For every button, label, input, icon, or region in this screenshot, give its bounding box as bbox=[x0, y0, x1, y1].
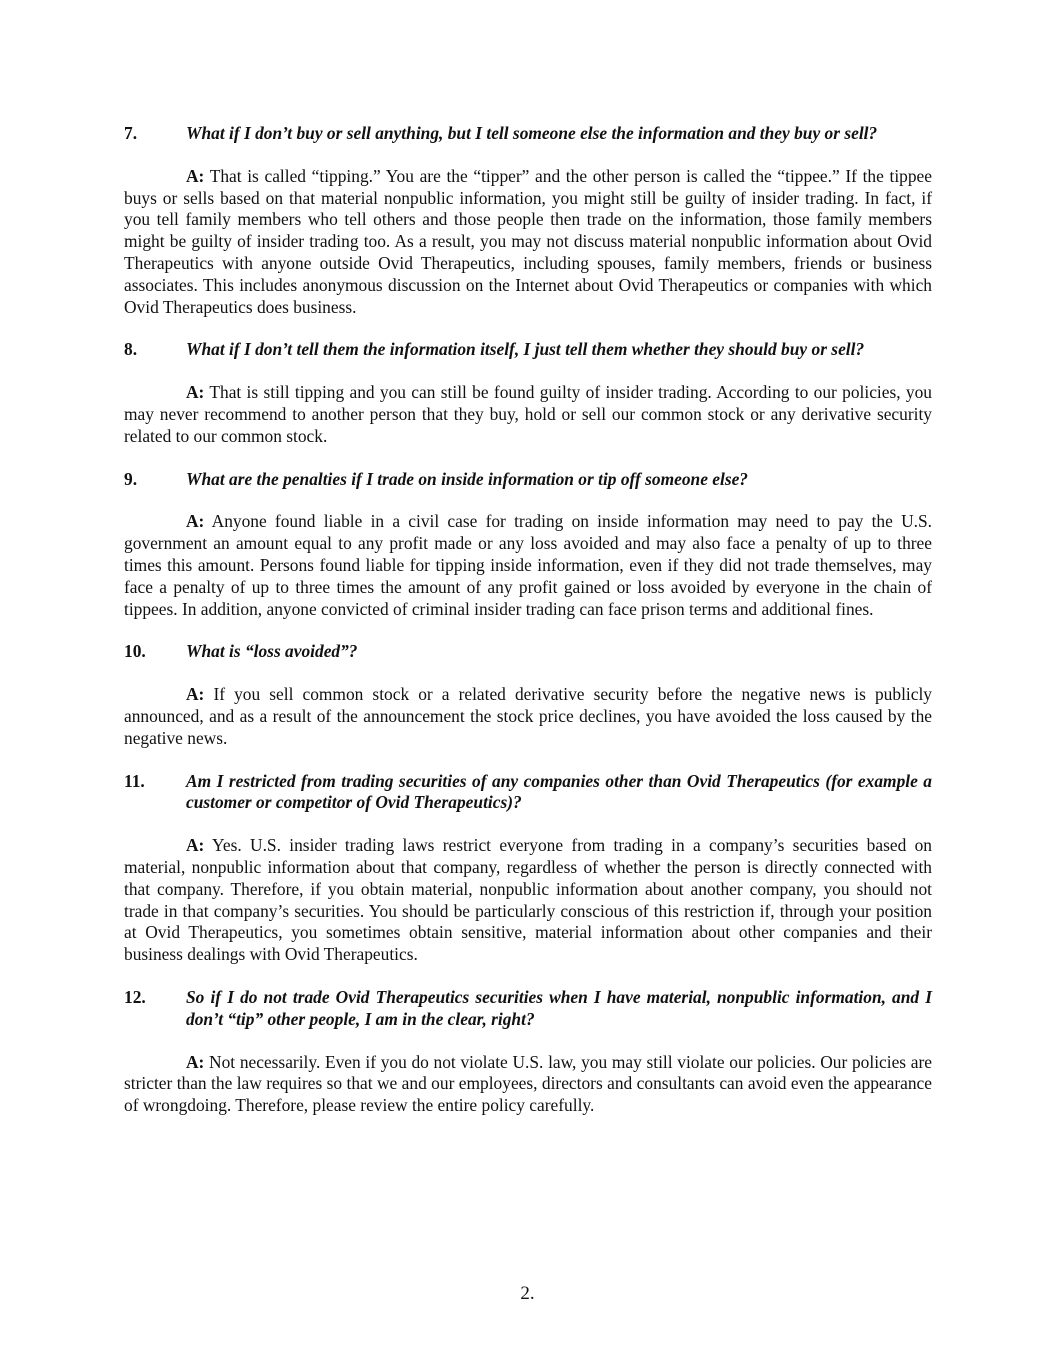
answer-label: A: bbox=[186, 835, 205, 856]
question-heading bbox=[124, 123, 932, 145]
question-number: 12. bbox=[124, 986, 146, 1007]
question-number: 7. bbox=[124, 123, 138, 143]
question-heading bbox=[124, 771, 932, 815]
answer-label: A: bbox=[186, 1051, 205, 1072]
question-text: What are the penalties if I trade on inside information or tip off someone else? bbox=[186, 468, 749, 489]
faq-item-9 bbox=[124, 469, 932, 621]
answer-text: That is called “tipping.” You are the “tipper” and the other person is called the “tippee.” If the tippee buys or sells based on that material nonpublic information, you might still be guilty of insider trading. In fact, if you tell family members who tell others and those people then trade on the information, those family members might be guilty of insider trading too. As a result, you may not discuss material nonpublic information about Ovid Therapeutics with anyone outside Ovid Therapeutics, including spouses, family members, friends or business associates. This includes anonymous discussion on the Internet about Ovid Therapeutics or companies with which Ovid Therapeutics does business. bbox=[124, 165, 932, 317]
question-heading bbox=[124, 641, 932, 663]
answer-text: Yes. U.S. insider trading laws restrict everyone from trading in a company’s securities based on material, nonpublic information about that company, regardless of whether the person is directly connected with that company. Therefore, if you obtain material, nonpublic information about another company, you should not trade in that company’s securities. You should be particularly conscious of this restriction if, through your position at Ovid Therapeutics, you sometimes obtain sensitive, material information about other companies and their business dealings with Ovid Therapeutics. bbox=[124, 835, 932, 965]
answer-text: If you sell common stock or a related derivative security before the negative news is publicly announced, and as a result of the announcement the stock price declines, you have avoided the loss caused by the negative news. bbox=[124, 684, 932, 748]
faq-item-7 bbox=[124, 123, 932, 318]
faq-item-8 bbox=[124, 339, 932, 447]
faq-item-10 bbox=[124, 641, 932, 749]
question-text: What is “loss avoided”? bbox=[186, 641, 358, 662]
faq-item-11 bbox=[124, 771, 932, 966]
faq-item-12 bbox=[124, 987, 932, 1117]
answer-text: That is still tipping and you can still be found guilty of insider trading. According to our policies, you may never recommend to another person that they buy, hold or sell our common stock or any derivative security related to our common stock. bbox=[124, 382, 932, 446]
question-heading bbox=[124, 987, 932, 1031]
answer-paragraph bbox=[124, 511, 932, 620]
answer-label: A: bbox=[186, 165, 205, 186]
document-body bbox=[124, 123, 932, 1138]
page-number: 2. bbox=[520, 1283, 535, 1304]
question-text: So if I do not trade Ovid Therapeutics securities when I have material, nonpublic information, and I don’t “tip” other people, I am in the clear, right? bbox=[186, 986, 932, 1029]
question-number: 8. bbox=[124, 339, 138, 360]
answer-paragraph bbox=[124, 1052, 932, 1117]
question-text: What if I don’t buy or sell anything, but I tell someone else the information and they buy or sell? bbox=[186, 123, 878, 143]
question-number: 11. bbox=[124, 770, 145, 791]
answer-paragraph bbox=[124, 684, 932, 749]
question-text: What if I don’t tell them the information itself, I just tell them whether they should buy or sell? bbox=[186, 339, 865, 360]
answer-label: A: bbox=[186, 684, 205, 705]
question-heading bbox=[124, 339, 932, 361]
answer-paragraph bbox=[124, 166, 932, 319]
answer-paragraph bbox=[124, 835, 932, 966]
question-number: 9. bbox=[124, 468, 138, 489]
answer-text: Not necessarily. Even if you do not violate U.S. law, you may still violate our policies. Our policies are stricter than the law requires so that we and our employees, directors and consultants can avoid even the appearance of wrongdoing. Therefore, please review the entire policy carefully. bbox=[124, 1051, 932, 1116]
answer-label: A: bbox=[186, 511, 205, 532]
answer-label: A: bbox=[186, 382, 205, 403]
question-heading bbox=[124, 469, 932, 491]
answer-text: Anyone found liable in a civil case for trading on inside information may need to pay the U.S. government an amount equal to any profit made or any loss avoided and may also face a penalty of up to three times this amount. Persons found liable for tipping inside information, even if they did not trade themselves, may face a penalty of up to three times the amount of any profit gained or loss avoided by everyone in the chain of tippees. In addition, anyone convicted of criminal insider trading can face prison terms and additional fines. bbox=[124, 511, 933, 619]
question-number: 10. bbox=[124, 641, 146, 662]
answer-paragraph bbox=[124, 382, 932, 447]
question-text: Am I restricted from trading securities of any companies other than Ovid Therapeutics (for example a customer or competitor of Ovid Therapeutics)? bbox=[186, 770, 932, 813]
